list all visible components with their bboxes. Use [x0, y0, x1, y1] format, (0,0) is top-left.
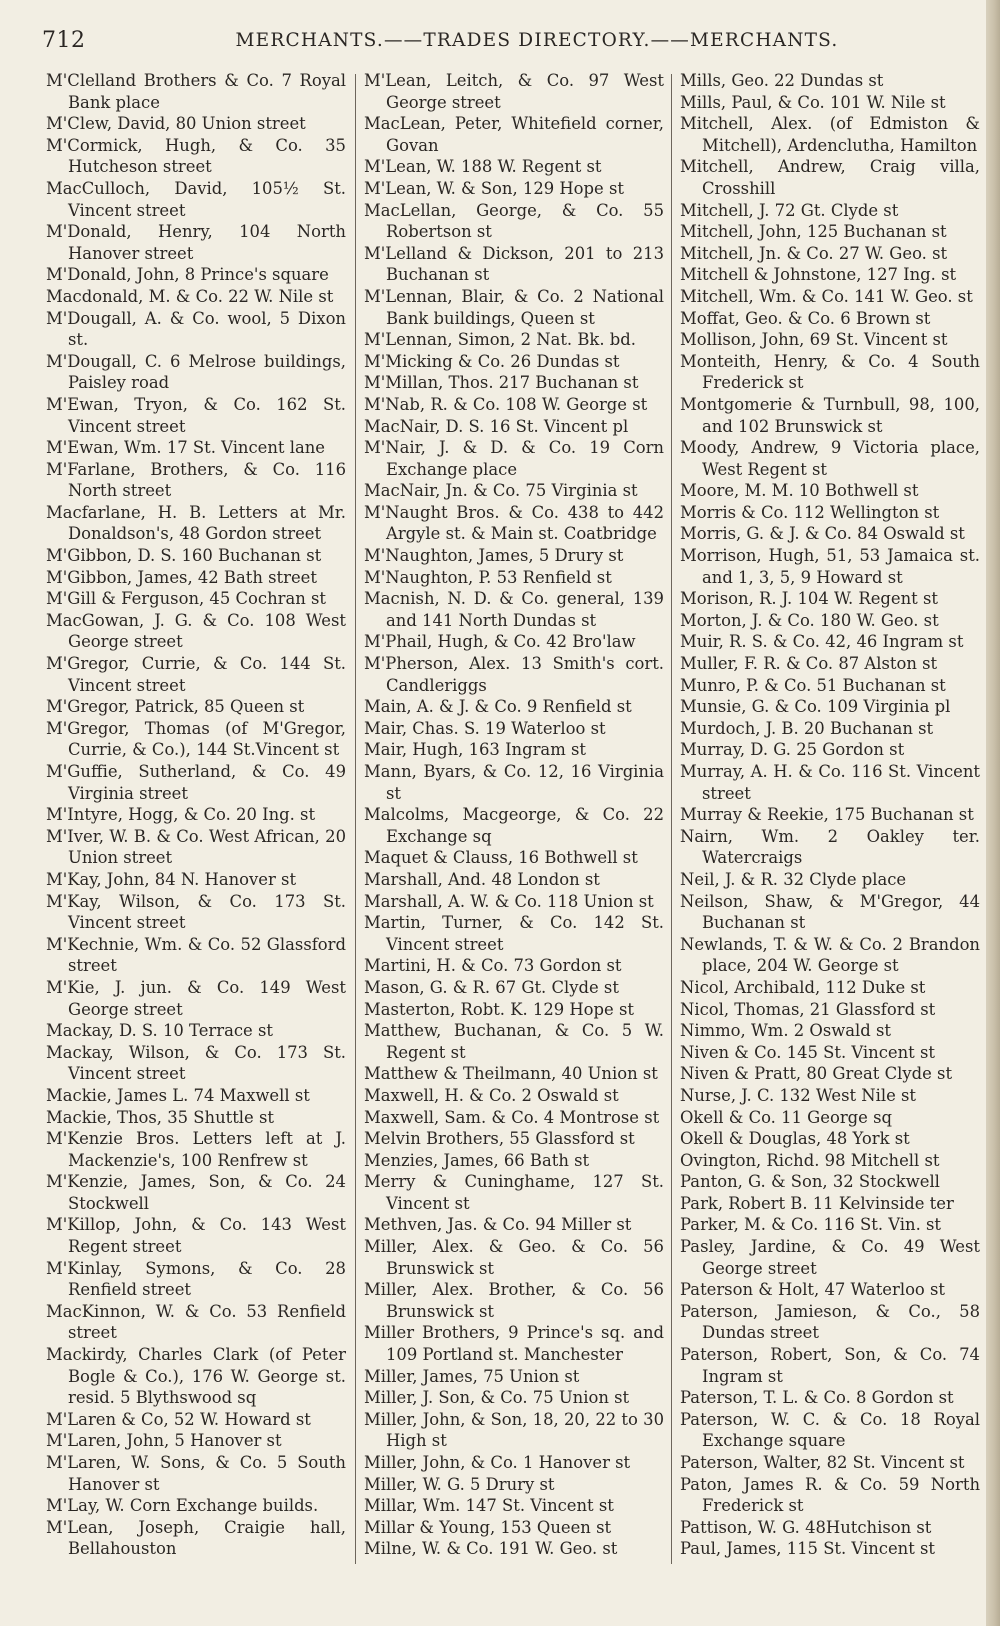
directory-entry: Paton, James R. & Co. 59 North Frederick st	[680, 1474, 980, 1516]
directory-entry: Mackie, James L. 74 Maxwell st	[46, 1085, 310, 1105]
directory-entry: Pattison, W. G. 48Hutchison st	[680, 1517, 932, 1537]
directory-entry: Malcolms, Macgeorge, & Co. 22 Exchange sq	[364, 805, 664, 846]
directory-entry: Panton, G. & Son, 32 Stockwell	[680, 1172, 940, 1192]
directory-entry: Mair, Hugh, 163 Ingram st	[364, 740, 586, 760]
directory-entry: Munsie, G. & Co. 109 Virginia pl	[680, 697, 951, 717]
directory-entry: Mair, Chas. S. 19 Waterloo st	[364, 718, 606, 738]
directory-entry: Miller Brothers, 9 Prince's sq. and 109 Portland st. Manchester	[364, 1323, 664, 1365]
directory-entry: M'Lennan, Blair, & Co. 2 National Bank buildings, Queen st	[364, 286, 664, 328]
directory-entry: Paterson, Robert, Son, & Co. 74 Ingram st	[680, 1345, 980, 1386]
page-number: 712	[42, 28, 86, 53]
directory-entry: M'Clew, David, 80 Union street	[46, 114, 306, 134]
directory-entry: Neilson, Shaw, & M'Gregor, 44 Buchanan st	[680, 891, 980, 933]
directory-entry: Parker, M. & Co. 116 St. Vin. st	[680, 1215, 942, 1235]
directory-entry: Murray, A. H. & Co. 116 St. Vincent street	[680, 762, 980, 803]
directory-entry: Miller, John, & Son, 18, 20, 22 to 30 High st	[364, 1409, 664, 1451]
directory-entry: Mills, Geo. 22 Dundas st	[680, 71, 884, 90]
directory-entry: Milne, W. & Co. 191 W. Geo. st	[364, 1539, 618, 1559]
directory-entry: M'Naughton, P. 53 Renfield st	[364, 567, 612, 587]
directory-entry: Mackirdy, Charles Clark (of Peter Bogle & Co.), 176 W. George st. resid. 5 Blythswood sq	[46, 1345, 346, 1408]
directory-entry: Methven, Jas. & Co. 94 Miller st	[364, 1215, 632, 1235]
directory-entry: M'Naughton, James, 5 Drury st	[364, 546, 624, 566]
directory-entry: Matthew, Buchanan, & Co. 5 W. Regent st	[364, 1021, 664, 1062]
directory-entry: Nicol, Archibald, 112 Duke st	[680, 977, 926, 997]
directory-entry: Mitchell, Andrew, Craig villa, Crosshill	[680, 157, 980, 198]
directory-entry: Mitchell, Wm. & Co. 141 W. Geo. st	[680, 286, 973, 306]
running-title: MERCHANTS.——TRADES DIRECTORY.——MERCHANTS.	[235, 30, 839, 51]
directory-entry: Mann, Byars, & Co. 12, 16 Virginia st	[364, 762, 664, 803]
column-divider	[355, 74, 356, 1564]
directory-entry: Paterson, W. C. & Co. 18 Royal Exchange square	[680, 1409, 980, 1451]
directory-entry: Maxwell, Sam. & Co. 4 Montrose st	[364, 1107, 660, 1127]
directory-entry: Paterson, T. L. & Co. 8 Gordon st	[680, 1388, 954, 1408]
directory-entry: M'Naught Bros. & Co. 438 to 442 Argyle st. & Main st. Coatbridge	[364, 502, 664, 544]
directory-entry: Niven & Co. 145 St. Vincent st	[680, 1042, 935, 1062]
directory-entry: Nurse, J. C. 132 West Nile st	[680, 1085, 917, 1105]
directory-entry: M'Farlane, Brothers, & Co. 116 North street	[46, 459, 346, 501]
directory-entry: Macdonald, M. & Co. 22 W. Nile st	[46, 286, 334, 306]
directory-entry: MacGowan, J. G. & Co. 108 West George street	[46, 610, 346, 652]
directory-entry: M'Kechnie, Wm. & Co. 52 Glassford street	[46, 934, 346, 976]
directory-entry: Morton, J. & Co. 180 W. Geo. st	[680, 610, 939, 630]
directory-entry: Mason, G. & R. 67 Gt. Clyde st	[364, 977, 619, 997]
directory-entry: Moody, Andrew, 9 Victoria place, West Regent st	[680, 438, 980, 479]
directory-entry: Park, Robert B. 11 Kelvinside ter	[680, 1193, 954, 1213]
directory-entry: M'Gregor, Currie, & Co. 144 St. Vincent street	[46, 654, 346, 695]
directory-entry: Melvin Brothers, 55 Glassford st	[364, 1129, 635, 1149]
directory-entry: MacNair, Jn. & Co. 75 Virginia st	[364, 481, 638, 501]
directory-entry: M'Kie, J. jun. & Co. 149 West George street	[46, 977, 346, 1019]
directory-entry: M'Gibbon, D. S. 160 Buchanan st	[46, 546, 322, 566]
directory-entry: M'Kay, Wilson, & Co. 173 St. Vincent street	[46, 891, 346, 933]
directory-entry: Murray & Reekie, 175 Buchanan st	[680, 805, 974, 825]
directory-entry: Mackie, Thos, 35 Shuttle st	[46, 1107, 274, 1127]
directory-entry: Mitchell, Jn. & Co. 27 W. Geo. st	[680, 243, 948, 263]
directory-entry: Munro, P. & Co. 51 Buchanan st	[680, 675, 946, 695]
directory-entry: Marshall, A. W. & Co. 118 Union st	[364, 891, 654, 911]
column-divider	[671, 74, 672, 1564]
directory-entry: Okell & Douglas, 48 York st	[680, 1129, 910, 1149]
directory-entry: Muir, R. S. & Co. 42, 46 Ingram st	[680, 632, 964, 652]
directory-entry: Mitchell & Johnstone, 127 Ing. st	[680, 265, 957, 285]
directory-entry: M'Gibbon, James, 42 Bath street	[46, 567, 317, 587]
directory-entry: M'Kay, John, 84 N. Hanover st	[46, 869, 297, 889]
directory-entry: M'Millan, Thos. 217 Buchanan st	[364, 373, 639, 393]
directory-entry: Murray, D. G. 25 Gordon st	[680, 740, 905, 760]
directory-entry: Miller, Alex. & Geo. & Co. 56 Brunswick st	[364, 1237, 664, 1278]
directory-entry: M'Cormick, Hugh, & Co. 35 Hutcheson street	[46, 135, 346, 177]
directory-entry: M'Intyre, Hogg, & Co. 20 Ing. st	[46, 805, 316, 825]
directory-entry: M'Ewan, Wm. 17 St. Vincent lane	[46, 438, 325, 458]
directory-entry: M'Killop, John, & Co. 143 West Regent street	[46, 1215, 346, 1257]
directory-entry: Nicol, Thomas, 21 Glassford st	[680, 999, 936, 1019]
directory-entry: M'Phail, Hugh, & Co. 42 Bro'law	[364, 632, 636, 652]
directory-entry: M'Pherson, Alex. 13 Smith's cort. Candleriggs	[364, 654, 664, 695]
directory-entry: Miller, J. Son, & Co. 75 Union st	[364, 1388, 630, 1408]
directory-entry: Merry & Cuninghame, 127 St. Vincent st	[364, 1172, 664, 1213]
directory-entry: Mollison, John, 69 St. Vincent st	[680, 330, 948, 350]
directory-entry: Miller, W. G. 5 Drury st	[364, 1474, 555, 1494]
directory-entry: M'Clelland Brothers & Co. 7 Royal Bank place	[46, 71, 346, 112]
directory-entry: Okell & Co. 11 George sq	[680, 1107, 892, 1127]
directory-entry: M'Lelland & Dickson, 201 to 213 Buchanan st	[364, 243, 664, 285]
directory-entry: M'Laren & Co, 52 W. Howard st	[46, 1409, 311, 1429]
directory-entry: M'Kenzie, James, Son, & Co. 24 Stockwell	[46, 1172, 346, 1213]
directory-entry: M'Kenzie Bros. Letters left at J. Mackenzie's, 100 Renfrew st	[46, 1129, 346, 1170]
directory-entry: Morris, G. & J. & Co. 84 Oswald st	[680, 524, 965, 544]
directory-entry: Mitchell, J. 72 Gt. Clyde st	[680, 200, 899, 220]
directory-entry: Newlands, T. & W. & Co. 2 Brandon place, 204 W. George st	[680, 934, 980, 976]
directory-entry: Miller, Alex. Brother, & Co. 56 Brunswick st	[364, 1280, 664, 1321]
directory-entry: Macnish, N. D. & Co. general, 139 and 141 North Dundas st	[364, 589, 664, 630]
directory-entry: Nimmo, Wm. 2 Oswald st	[680, 1021, 891, 1041]
directory-entry: Pasley, Jardine, & Co. 49 West George street	[680, 1237, 980, 1278]
directory-entry: M'Lennan, Simon, 2 Nat. Bk. bd.	[364, 330, 636, 350]
directory-entry: Matthew & Theilmann, 40 Union st	[364, 1064, 658, 1084]
directory-entry: Ovington, Richd. 98 Mitchell st	[680, 1150, 940, 1170]
directory-entry: Martini, H. & Co. 73 Gordon st	[364, 956, 622, 976]
directory-entry: Millar & Young, 153 Queen st	[364, 1517, 612, 1537]
directory-column-middle	[364, 70, 664, 1570]
directory-column-left	[46, 70, 346, 1570]
directory-entry: M'Nab, R. & Co. 108 W. George st	[364, 394, 648, 414]
directory-entry: Paterson & Holt, 47 Waterloo st	[680, 1280, 946, 1300]
directory-entry: Maquet & Clauss, 16 Bothwell st	[364, 848, 638, 868]
directory-entry: M'Dougall, C. 6 Melrose buildings, Paisley road	[46, 351, 346, 393]
directory-entry: Montgomerie & Turnbull, 98, 100, and 102 Brunswick st	[680, 394, 980, 436]
directory-entry: Moffat, Geo. & Co. 6 Brown st	[680, 308, 931, 328]
directory-entry: M'Kinlay, Symons, & Co. 28 Renfield street	[46, 1258, 346, 1300]
directory-entry: M'Lean, Leitch, & Co. 97 West George street	[364, 71, 664, 112]
directory-entry: Moore, M. M. 10 Bothwell st	[680, 481, 919, 501]
directory-entry: M'Nair, J. & D. & Co. 19 Corn Exchange place	[364, 438, 664, 479]
directory-entry: M'Lean, W. & Son, 129 Hope st	[364, 178, 624, 198]
directory-entry: M'Lay, W. Corn Exchange builds.	[46, 1496, 319, 1516]
directory-entry: M'Laren, W. Sons, & Co. 5 South Hanover st	[46, 1453, 346, 1494]
directory-entry: Marshall, And. 48 London st	[364, 869, 600, 889]
directory-entry: Miller, James, 75 Union st	[364, 1366, 580, 1386]
directory-entry: Neil, J. & R. 32 Clyde place	[680, 869, 907, 889]
directory-entry: M'Laren, John, 5 Hanover st	[46, 1431, 282, 1451]
directory-entry: Macfarlane, H. B. Letters at Mr. Donaldson's, 48 Gordon street	[46, 502, 346, 544]
directory-entry: Martin, Turner, & Co. 142 St. Vincent street	[364, 913, 664, 954]
directory-entry: Mills, Paul, & Co. 101 W. Nile st	[680, 92, 946, 112]
directory-entry: Paterson, Jamieson, & Co., 58 Dundas street	[680, 1301, 980, 1343]
directory-entry: Mitchell, Alex. (of Edmiston & Mitchell), Ardenclutha, Hamilton	[680, 114, 980, 155]
page-edge	[986, 0, 1000, 1626]
directory-entry: Maxwell, H. & Co. 2 Oswald st	[364, 1085, 619, 1105]
directory-entry: Mackay, Wilson, & Co. 173 St. Vincent street	[46, 1042, 346, 1084]
directory-entry: MacLellan, George, & Co. 55 Robertson st	[364, 200, 664, 242]
directory-entry: MacKinnon, W. & Co. 53 Renfield street	[46, 1301, 346, 1343]
directory-entry: Murdoch, J. B. 20 Buchanan st	[680, 718, 934, 738]
directory-entry: M'Iver, W. B. & Co. West African, 20 Union street	[46, 826, 346, 868]
directory-entry: Mackay, D. S. 10 Terrace st	[46, 1021, 273, 1041]
directory-entry: Morison, R. J. 104 W. Regent st	[680, 589, 938, 609]
directory-column-right	[680, 70, 980, 1570]
directory-entry: M'Gregor, Thomas (of M'Gregor, Currie, & Co.), 144 St.Vincent st	[46, 718, 346, 760]
directory-entry: Paterson, Walter, 82 St. Vincent st	[680, 1453, 965, 1472]
directory-entry: M'Lean, Joseph, Craigie hall, Bellahouston	[46, 1517, 346, 1559]
directory-entry: M'Gregor, Patrick, 85 Queen st	[46, 697, 305, 717]
page-header	[42, 24, 978, 60]
directory-entry: MacLean, Peter, Whitefield corner, Govan	[364, 114, 664, 155]
directory-entry: Morris & Co. 112 Wellington st	[680, 502, 940, 522]
directory-entry: M'Guffie, Sutherland, & Co. 49 Virginia street	[46, 762, 346, 803]
directory-entry: M'Gill & Ferguson, 45 Cochran st	[46, 589, 327, 609]
directory-entry: Nairn, Wm. 2 Oakley ter. Watercraigs	[680, 826, 980, 868]
directory-entry: Morrison, Hugh, 51, 53 Jamaica st. and 1, 3, 5, 9 Howard st	[680, 546, 980, 587]
directory-entry: Menzies, James, 66 Bath st	[364, 1150, 590, 1170]
directory-entry: M'Donald, John, 8 Prince's square	[46, 265, 329, 285]
directory-entry: Masterton, Robt. K. 129 Hope st	[364, 999, 634, 1019]
directory-entry: Monteith, Henry, & Co. 4 South Frederick st	[680, 351, 980, 393]
directory-entry: M'Donald, Henry, 104 North Hanover street	[46, 222, 346, 263]
directory-entry: Miller, John, & Co. 1 Hanover st	[364, 1453, 631, 1472]
directory-entry: MacCulloch, David, 105½ St. Vincent street	[46, 178, 346, 220]
directory-entry: M'Micking & Co. 26 Dundas st	[364, 351, 620, 371]
directory-entry: M'Lean, W. 188 W. Regent st	[364, 157, 602, 177]
directory-entry: Millar, Wm. 147 St. Vincent st	[364, 1496, 614, 1516]
directory-entry: Mitchell, John, 125 Buchanan st	[680, 222, 947, 242]
directory-entry: Main, A. & J. & Co. 9 Renfield st	[364, 697, 632, 717]
directory-entry: MacNair, D. S. 16 St. Vincent pl	[364, 416, 629, 436]
directory-entry: M'Ewan, Tryon, & Co. 162 St. Vincent street	[46, 394, 346, 436]
directory-entry: Muller, F. R. & Co. 87 Alston st	[680, 654, 938, 674]
directory-entry: Niven & Pratt, 80 Great Clyde st	[680, 1064, 953, 1084]
directory-entry: M'Dougall, A. & Co. wool, 5 Dixon st.	[46, 308, 346, 350]
directory-entry: Paul, James, 115 St. Vincent st	[680, 1539, 936, 1559]
